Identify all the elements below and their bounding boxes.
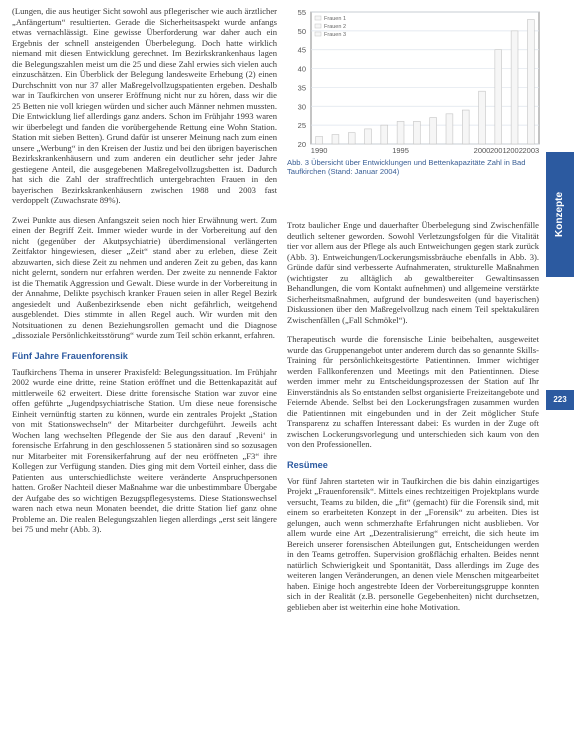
- bar-chart: [287, 6, 545, 156]
- bar: [495, 50, 502, 144]
- bar: [381, 125, 388, 144]
- legend-label: Frauen 3: [324, 32, 347, 38]
- legend-label: Frauen 2: [324, 24, 347, 30]
- legend-swatch: [315, 32, 321, 36]
- bar: [511, 31, 518, 144]
- x-tick-label: 2003: [522, 146, 540, 155]
- body-paragraph: Taufkirchens Thema in unserer Praxisfeld: Belegungssituation. Im Frühjahr 2002 wurde eine dritte, reine Station eröffnet und die Bettenkapazität auf mittlerweile 62 erweitert. Diese dritte forensische Station war zuvor eine offen geführte „Jugendpsychiatrische Station. Um diese neue forensische Einheit vernünftig starten zu können, wurde ein zentrales Projekt „Station von mit Stationswechseln“ der Mitarbeiter durchgeführt. Jeweils acht Wochen lang wechselten Pflegende der Sie aus den darauf ‚Reveni‘ in forensische Erfahrung in den geschlossenen 5 stationären sind so sozusagen nur Mitarbeiter mit Forensikerfahrung auf der neu eröffneten „F3“ ihre Kollegen zur Verfügung standen. Dies ging mit dem Vorteil einher, dass die Patienten aus unterschiedlichste weitere veränderte Anspruchpersonen hatten. Großer Nachteil dieser Maßnahme war die unbestimmbare Übergabe der Aufgabe des so wichtigen Bezugspflegesystems. Diese Stationswechsel waren nach etwa neun Monaten beendet, die dritte Station lief ganz ohne Probleme an. Die realen Belegungszahlen liegen allerdings „erst seit längere bei 75 und mehr (Abb. 3).: [12, 366, 277, 534]
- bar: [446, 114, 453, 144]
- bar: [413, 121, 420, 144]
- bar: [397, 121, 404, 144]
- x-tick-label: 2001: [489, 146, 507, 155]
- bar: [479, 91, 486, 144]
- section-side-tab: [546, 152, 574, 277]
- bar: [316, 136, 323, 144]
- body-paragraph: Vor fünf Jahren starteten wir in Taufkirchen die bis dahin einzigartiges Projekt „Frauenforensik“. Mittels eines rechtzeitigen Projektplans wurde versucht, Teams zu bilden, die „fit“ (gemacht) für die Forensik sind, mit einem so erarbeiteten Konzept in der „Forensik“ zu arbeiten. Dies ist gelungen, auch wenn schmerzhafte Erfahrungen nicht ausblieben. Vor allem wurde eine Art „Dezentralisierung“ erreicht, die sich heute im Bereich unserer forensischen Abteilungen gut, Entscheidungen werden in den Teams getroffen. Supervision großflächig erhalten. Beides nennt natürlich Schwierigkeit und Spontanität, Dass allerdings im Zuge des weiteren langen Veränderungen, an denen viele Menschen mitgearbeitet haben. Einige hoch angestrebte Ideen der Vorbereitungsgruppe konnten sich in der Realität (z.B. personelle Gegebenheiten) nicht durchsetzen, geblieben aber ist weiterhin eine hohe Motivation.: [287, 475, 539, 612]
- y-tick-label: 25: [297, 121, 306, 131]
- body-paragraph: (Lungen, die aus heutiger Sicht sowohl aus pflegerischer wie auch ärztlicher „Anfängertum“ resultierten. Gerade die Sicherheitsaspekt wurde anfangs etwas vernachlässigt. Eine gewisse Überforderung war daher auch ein Ergebnis der schnell ansteigenden Überbelegung. Doch hatte wirklich niemand mit diesen Entwicklung gerechnet. Im Bezirkskrankenhaus lagen die Belegungszahlen meist um die 25 und diese Zahl erwies sich vielen auch einzuschätzen. Ein Überblick der Belegung landesweite Erhebung (2) einen Durchschnitt von nur 37 aller Maßregelvollzugspatienten ergeben. Deshalb war in Taufkirchen von unserer Eröffnung nicht nur zu hören, dass wir die 25 Betten nie voll kriegen würden und sicher auch Männer nehmen mussten. Die Entwicklung lief allerdings ganz anders. Schon im Frühjahr 1993 waren wir überbelegt und fanden die vorübergehende Rettung eine Wohn Station. Station mit sieben Betten). Grund dafür ist unserer Meinung nach zum einen unsere „Werbung“ in den Kreisen der Justiz und bei den übrigen bayerischen Bezirkskrankenhäusern und zum anderen ein deutlicher sehr jeder Jahre gestiegene Anteil, die ausgegebenen Maßregelvollzugsbetten ist. Dadurch hat sich die Zahl der straffrechtlich untergebrachten Frauen in den bayerischen Bezirkskrankenhäusern zwischen 1988 und 2003 fast verdoppelt (Zuwachsrate 89%).: [12, 6, 277, 205]
- left-column: [12, 6, 277, 544]
- body-paragraph: Zwei Punkte aus diesen Anfangszeit seien noch hier Erwähnung wert. Zum einen der Begriff Zeit. Immer wieder wurde in der Vorbereitung auf den nicht (gegenüber der Akutpsychiatrie) überdimensional verlängerten Zeitfaktor hingewiesen, dieser „Zeit“ stand aber zu erleben, diese Zeit abzuwarten, sich diese Zeit zu nehmen und anderen Zeit zu geben, das kann nicht gelernt, sondern nur erfahren werden. Der zweite zu nennende Faktor ist die Thematik Aggression und Gewalt. Diese wurde in der Vorbereitung in der Annahme, Delikte psychisch kranker Frauen seien in aller Regel Bezirk angesiedelt und Außenbezirksende eben nicht gefährlich, weitgehend ausgeblendet. Dies stimmte in allen Regel auch. Wir wurden mit den Notsituationen zu denen Beziehungsrollen gemacht und die Diagnose „dissoziale Persönlichkeitsstörung“ wurde zum Teil schön erkannt, erfahren.: [12, 214, 277, 340]
- bar: [332, 135, 339, 144]
- legend-label: Frauen 1: [324, 16, 347, 22]
- section-heading: Resümee: [287, 459, 328, 470]
- bar: [430, 118, 437, 144]
- y-tick-label: 45: [297, 45, 306, 55]
- y-tick-label: 30: [297, 102, 306, 112]
- bar: [348, 133, 355, 144]
- bar: [527, 20, 534, 144]
- page-number: 223: [546, 390, 574, 410]
- y-tick-label: 55: [297, 8, 306, 17]
- x-tick-label: 1990: [310, 146, 328, 155]
- section-heading: Fünf Jahre Frauenforensik: [12, 350, 128, 361]
- side-tab-label: Konzepte: [554, 192, 565, 237]
- x-tick-label: 1995: [392, 146, 409, 155]
- legend-swatch: [315, 16, 321, 20]
- right-column: [287, 220, 539, 621]
- bar: [365, 129, 372, 144]
- y-tick-label: 50: [297, 26, 306, 36]
- body-paragraph: Trotz baulicher Enge und dauerhafter Überbelegung sind Zwischenfälle deutlich seltener geworden. Sowohl Verletzungsfolgen für die Vitalität tier vor allem aus der Pflege als auch Entweichungen gegen stark zurück (Abb. 3). Entweichungen/Lockerungsmissbräuche ebenfalls in Abb. 3). Gründe dafür sind verbesserte Aufnahmeraten, strukturelle Maßnahmen (wichtigster zu alltäglich ab gewaltbereiter Gewaltinsassen Behandlungen, die vom Kontakt aufnehmen) und allgemeine verstärkte Sicherheitsmaßnahmen, aufgrund der bundesweiten (und bayerischen) Diskussionen über den Maßregelvollzug nach einem Teil spektakulären Zwischenfällen („Fall Schmökel“).: [287, 220, 539, 325]
- figure-caption: Abb. 3 Übersicht über Entwicklungen und Bettenkapazitäte Zahl in Bad Taufkirchen (Stand: Januar 2004): [287, 158, 526, 177]
- legend-swatch: [315, 24, 321, 28]
- bar: [462, 110, 469, 144]
- y-tick-label: 35: [297, 83, 306, 93]
- body-paragraph: Therapeutisch wurde die forensische Linie beibehalten, ausgeweitet wurde das Gruppenangebot unter anderem durch das so genannte Skills-Training für persönlichkeitsgestörte Patientinnen. Immer wichtiger werden Fallkonferenzen und Meetings mit den Patientinnen. Diese werden immer mehr zu Entscheidungsprozessen der Station auf Ihr Einverständnis als So entstanden selbst organisierte Freizeitangebote und Feiernde Abende. Selbst bei den Lockerungsfragen zusammen wurden die Patientinnen mit eingebunden und in der Zeit möglicher Stufe Transparenz zu schaffen Interessant dabei: Es wurden in der Zuge oft zwischen Lockerungsvorlegung und unterschieden sich kaum von den von den Professionellen.: [287, 334, 539, 449]
- y-tick-label: 20: [297, 140, 306, 149]
- x-tick-label: 2000: [473, 146, 491, 155]
- figure-chart: [287, 6, 545, 156]
- y-tick-label: 40: [297, 64, 306, 74]
- x-tick-label: 2002: [506, 146, 523, 155]
